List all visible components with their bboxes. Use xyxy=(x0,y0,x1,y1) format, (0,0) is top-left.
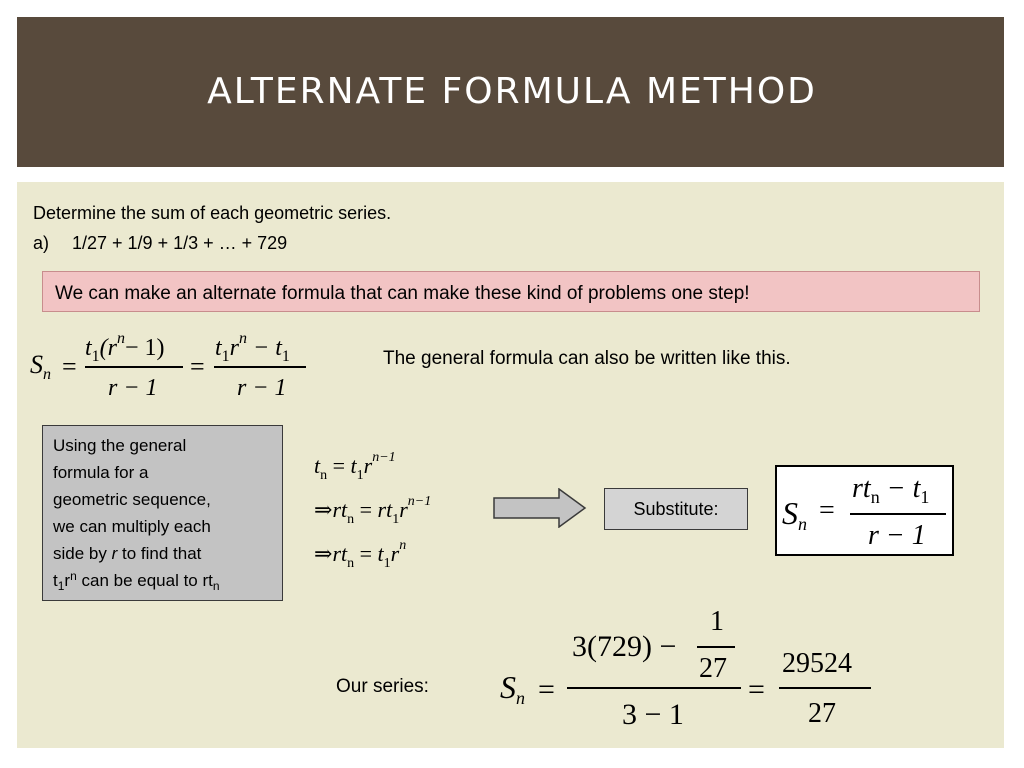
result-lhs: Sn xyxy=(782,495,807,534)
result-numerator-value: 29524 xyxy=(782,648,852,679)
inner-numerator: 1 xyxy=(710,606,724,637)
derivation-line-3: $\Rightarrow rt_n = t_1r^n$ xyxy=(314,538,407,571)
fraction-bar xyxy=(214,366,306,368)
formula-denominator-2: r − 1 xyxy=(237,375,287,401)
fraction-bar xyxy=(850,513,946,515)
series-equals-2: = xyxy=(748,673,765,706)
note-line: formula for a xyxy=(53,463,149,482)
note-line: side by r to find that xyxy=(53,544,202,563)
formula-equals: = xyxy=(62,352,77,381)
result-equals: = xyxy=(819,495,835,526)
result-numerator: $rt_n - t_1$ xyxy=(852,473,930,507)
slide-title: ALTERNATE FORMULA METHOD xyxy=(207,71,817,112)
note-line: $t_1r^n$ can be equal to $rt_n$ xyxy=(53,569,220,593)
note-line: Using the general xyxy=(53,436,187,455)
result-denominator: r − 1 xyxy=(868,520,926,551)
right-arrow-icon xyxy=(493,488,587,528)
series-numerator: 3(729) − xyxy=(572,630,677,663)
note-line: geometric sequence, xyxy=(53,490,211,509)
formula-equals-2: = xyxy=(190,352,205,381)
derivation-line-1: $t_n = t_1r^{n-1}$ xyxy=(314,450,396,483)
substitute-label: Substitute: xyxy=(604,488,748,530)
formula-lhs: $S_n$ xyxy=(30,350,51,383)
series-expression: 1/27 + 1/9 + 1/3 + … + 729 xyxy=(72,233,288,253)
explanation-box xyxy=(42,425,283,601)
fraction-bar xyxy=(779,687,871,689)
our-series-label: Our series: xyxy=(336,676,429,697)
inner-denominator: 27 xyxy=(699,653,727,684)
series-lhs: Sn xyxy=(500,669,525,708)
part-label: a) xyxy=(33,233,50,253)
inner-fraction-bar xyxy=(697,646,735,648)
result-denominator-value: 27 xyxy=(808,698,836,729)
note-line: we can multiply each xyxy=(53,517,211,536)
general-note-text: The general formula can also be written like this. xyxy=(383,348,791,369)
fraction-bar xyxy=(85,366,183,368)
series-denominator: 3 − 1 xyxy=(622,698,684,731)
formula-denominator-1: r − 1 xyxy=(108,375,158,401)
derivation-line-2: $\Rightarrow rt_n = rt_1r^{n-1}$ xyxy=(314,494,432,527)
highlight-text: We can make an alternate formula that can make these kind of problems one step! xyxy=(55,283,750,304)
formula-numerator-1: $t_1(r^n- 1)$ xyxy=(85,330,165,365)
series-equals: = xyxy=(538,673,555,706)
fraction-bar xyxy=(567,687,741,689)
formula-numerator-2: $t_1r^n - t_1$ xyxy=(215,330,290,365)
instruction-text: Determine the sum of each geometric series. xyxy=(33,203,392,223)
